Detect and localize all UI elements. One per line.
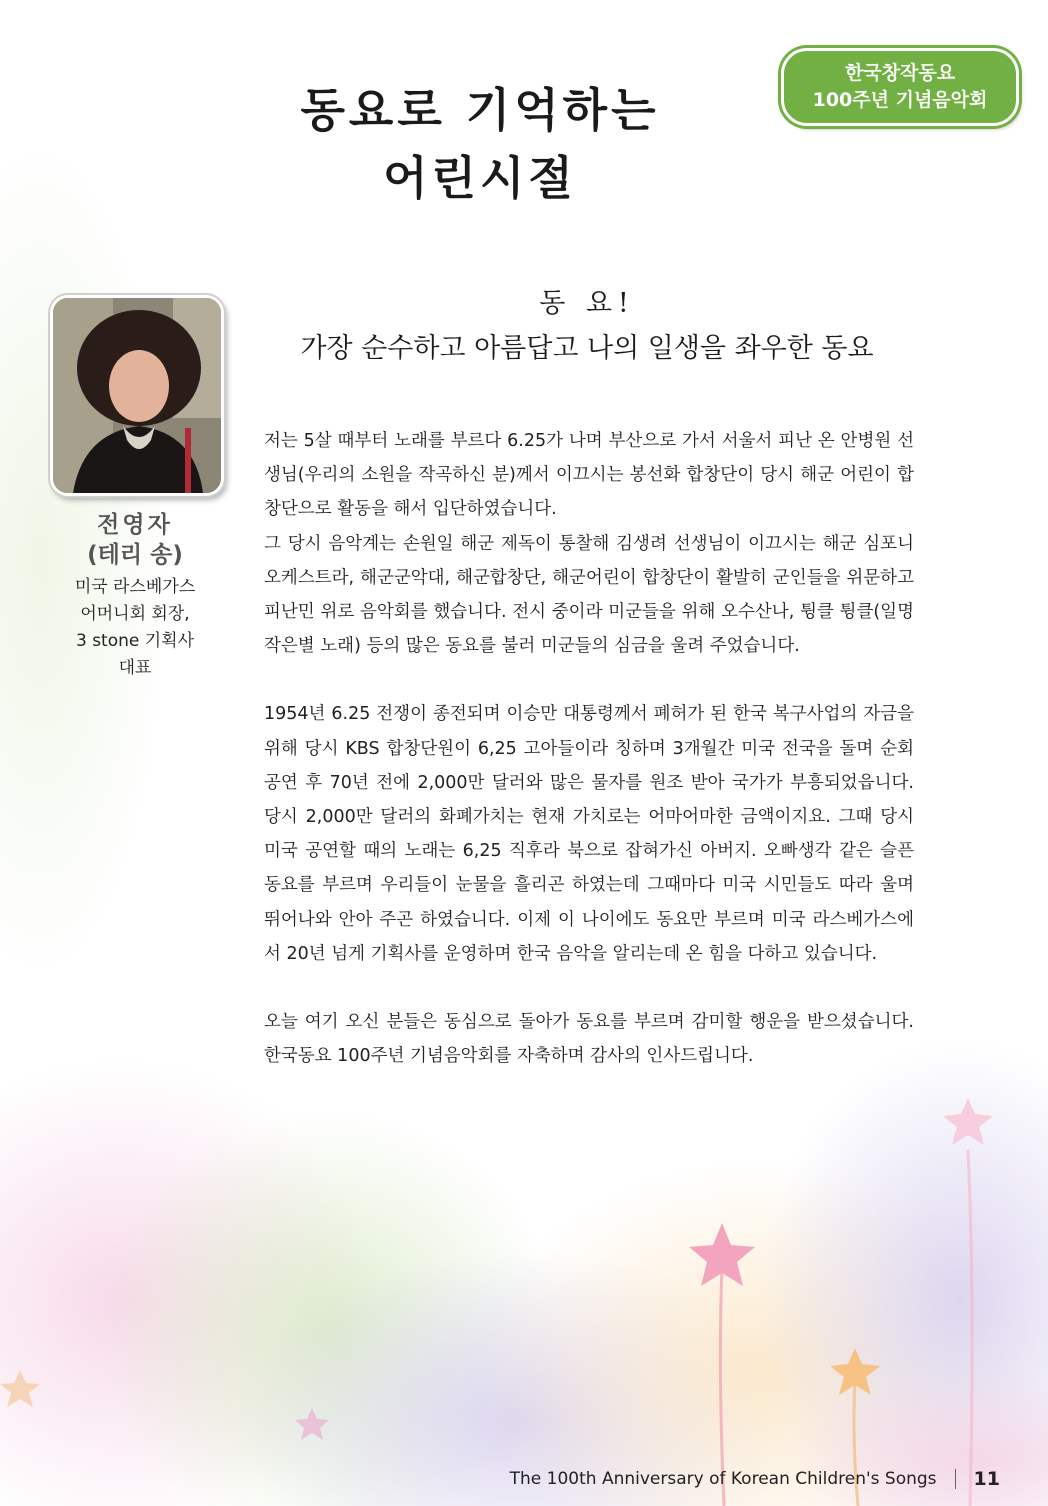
author-role-line: 어머니회 회장, — [80, 604, 190, 624]
essay-paragraph: 저는 5살 때부터 노래를 부르다 6.25가 나며 부산으로 가서 서울서 피난 온 안병원 선생님(우리의 소원을 작곡하신 분)께서 이끄시는 봉선화 합창단이 당시 해군 어린이 합창단으로 활동을 해서 입단하였습니다. — [264, 431, 914, 520]
author-info — [40, 510, 230, 682]
footer-title: The 100th Anniversary of Korean Children's Songs — [509, 1469, 937, 1489]
author-name: 전영자 — [97, 512, 173, 538]
essay-paragraph: 오늘 여기 오신 분들은 동심으로 돌아가 동요를 부르며 감미할 행운을 받으셨습니다. 한국동요 100주년 기념음악회를 자축하며 감사의 인사드립니다. — [264, 1012, 914, 1067]
essay-heading-line2: 가장 순수하고 아름답고 나의 일생을 좌우한 동요 — [300, 333, 874, 364]
essay-body — [264, 424, 914, 1073]
author-role-line: 미국 라스베가스 — [74, 577, 196, 597]
author-photo — [50, 295, 224, 496]
page-title-line1: 동요로 기억하는 — [300, 83, 660, 137]
page-footer — [480, 1463, 1000, 1495]
author-role — [40, 574, 230, 682]
badge-line1: 한국창작동요 — [844, 62, 956, 84]
author-role-line: 대표 — [118, 658, 152, 678]
page-title — [300, 80, 660, 208]
footer-divider — [955, 1469, 956, 1489]
page-title-line2: 어린시절 — [383, 151, 577, 205]
concert-badge — [781, 48, 1019, 126]
essay-heading-line1: 동 요! — [539, 288, 635, 319]
page-number: 11 — [973, 1468, 1000, 1490]
essay-paragraph: 그 당시 음악계는 손원일 해군 제독이 통찰해 김생려 선생님이 이끄시는 해군 심포니오케스트라, 해군군악대, 해군합창단, 해군어린이 합창단이 활발히 군인들을 위문하고 피난민 위로 음악회를 했습니다. 전시 중이라 미군들을 위해 오수산나, 튕클 튕클(일명 작은별 노래) 등의 많은 동요를 불러 미군들의 심금을 울려 주었습니다. — [264, 533, 914, 657]
author-role-line: 3 stone 기획사 — [75, 631, 195, 651]
essay-paragraph: 1954년 6.25 전쟁이 종전되며 이승만 대통령께서 폐허가 된 한국 복구사업의 자금을 위해 당시 KBS 합창단원이 6,25 고아들이라 칭하며 3개월간 미국 전국을 돌며 순회공연 후 70년 전에 2,000만 달러와 많은 물자를 원조 받아 국가가 부흥되었읍니다. 당시 2,000만 달러의 화폐가치는 현재 가치로는 어마어마한 금액이지요. 그때 당시 미국 공연할 때의 노래는 6,25 직후라 북으로 잡혀가신 아버지. 오빠생각 같은 슬픈 동요를 부르며 우리들이 눈물을 흘리곤 하였는데 그때마다 미국 시민들도 따라 울며 뛰어나와 안아 주곤 하였습니다. 이제 이 나이에도 동요만 부르며 미국 라스베가스에서 20년 넘게 기획사를 운영하며 한국 음악을 알리는데 온 힘을 다하고 있습니다. — [264, 704, 914, 964]
author-alias: (테리 송) — [87, 542, 183, 568]
badge-line2: 100주년 기념음악회 — [812, 89, 988, 111]
essay-heading — [262, 285, 912, 369]
